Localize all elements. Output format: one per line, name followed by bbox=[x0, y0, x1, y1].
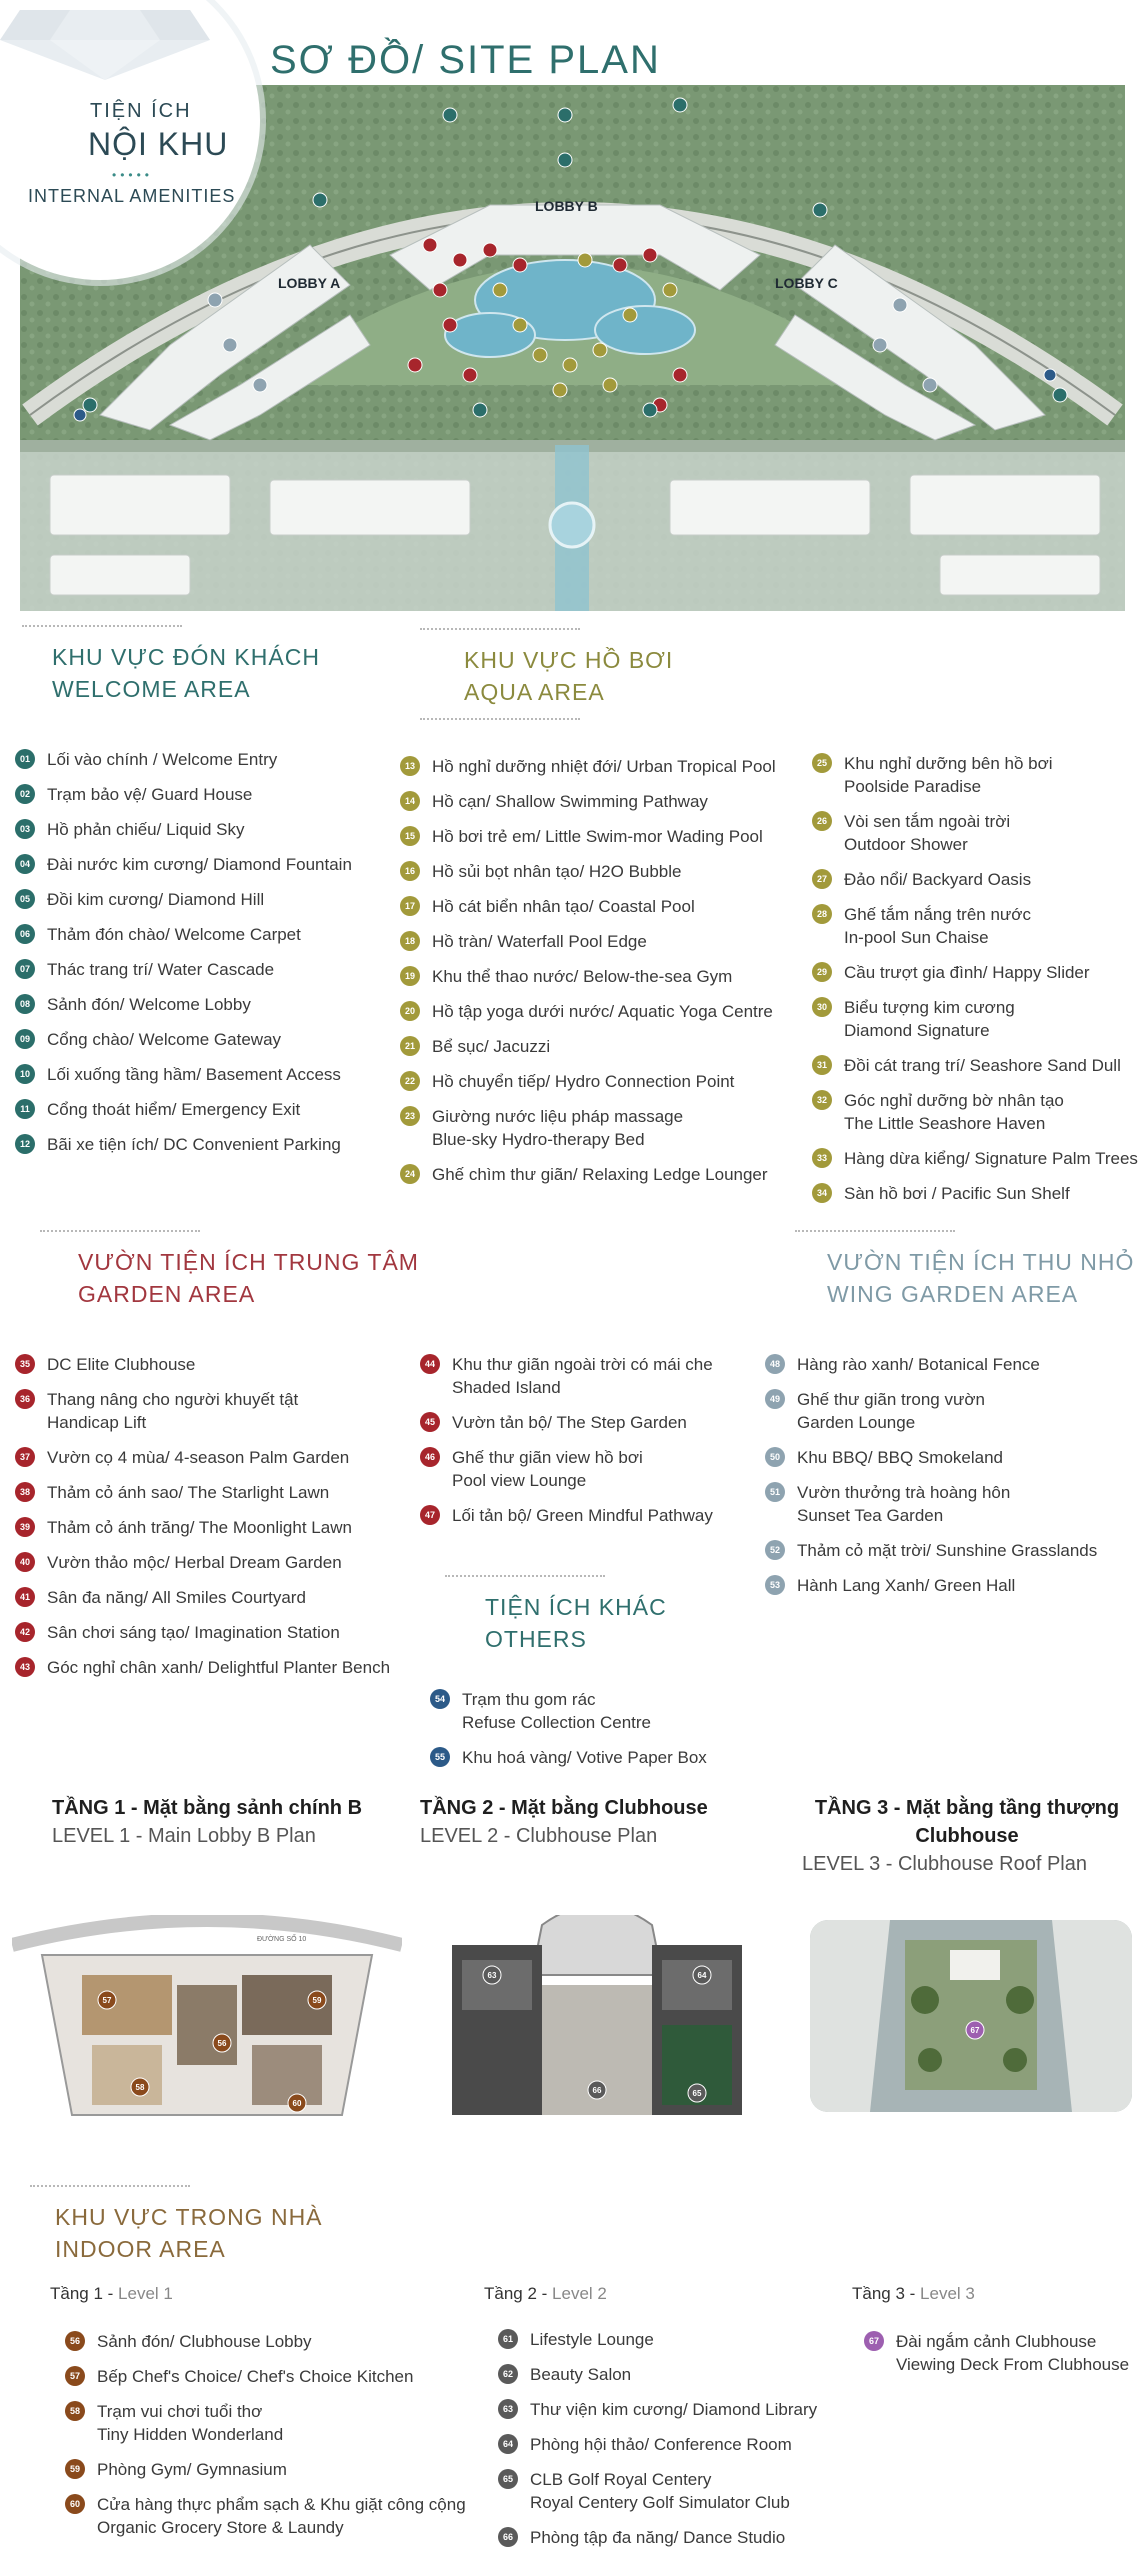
item-label: Hồ chuyển tiếp/ Hydro Connection Point bbox=[432, 1072, 735, 1091]
item-number: 58 bbox=[65, 2401, 85, 2421]
item-number: 20 bbox=[400, 1001, 420, 1021]
item-label: Ghế thư giãn trong vườn Garden Lounge bbox=[797, 1390, 985, 1432]
indoor-section-heading bbox=[30, 2185, 323, 2265]
list-item bbox=[400, 1070, 810, 1093]
badge-line-3: INTERNAL AMENITIES bbox=[28, 186, 236, 206]
item-label: Beauty Salon bbox=[530, 2365, 632, 2384]
list-item bbox=[65, 2400, 485, 2446]
others-title-vi: TIỆN ÍCH KHÁC bbox=[485, 1594, 667, 1620]
plan-heading-bold: TẦNG 3 - Mặt bằng tầng thượng bbox=[814, 1797, 1120, 1819]
item-number: 48 bbox=[765, 1354, 785, 1374]
list-item bbox=[15, 1481, 415, 1504]
item-label: Hành Lang Xanh/ Green Hall bbox=[797, 1576, 1016, 1595]
item-label: Ghế chìm thư giãn/ Relaxing Ledge Lounger bbox=[432, 1165, 768, 1184]
list-item bbox=[15, 1621, 415, 1644]
list-item bbox=[430, 1746, 780, 1769]
item-number: 27 bbox=[812, 869, 832, 889]
item-number: 07 bbox=[15, 959, 35, 979]
item-label: Thư viện kim cương/ Diamond Library bbox=[530, 2400, 818, 2419]
list-item bbox=[420, 1504, 770, 1527]
item-label: Hàng rào xanh/ Botanical Fence bbox=[797, 1355, 1040, 1374]
item-number: 24 bbox=[400, 1164, 420, 1184]
item-label: Thảm cỏ mặt trời/ Sunshine Grasslands bbox=[797, 1541, 1098, 1560]
plan-marker: 56 bbox=[217, 2039, 227, 2048]
item-number: 49 bbox=[765, 1389, 785, 1409]
item-number: 01 bbox=[15, 749, 35, 769]
item-number: 34 bbox=[812, 1183, 832, 1203]
list-item bbox=[15, 748, 395, 771]
list-item bbox=[498, 2328, 838, 2351]
item-number: 45 bbox=[420, 1412, 440, 1432]
list-item bbox=[15, 1586, 415, 1609]
badge-dots: ••••• bbox=[112, 168, 154, 182]
item-number: 08 bbox=[15, 994, 35, 1014]
dotted-rule bbox=[30, 2185, 190, 2187]
item-label: Trạm bảo vệ/ Guard House bbox=[47, 785, 253, 804]
list-item bbox=[765, 1481, 1145, 1527]
item-number: 35 bbox=[15, 1354, 35, 1374]
item-label: Cầu trượt gia đình/ Happy Slider bbox=[844, 963, 1090, 982]
welcome-list bbox=[15, 748, 395, 1168]
dotted-rule bbox=[420, 628, 580, 630]
level-1-plan-drawing bbox=[12, 1915, 402, 2125]
list-item bbox=[400, 1000, 810, 1023]
item-number: 63 bbox=[498, 2399, 518, 2419]
item-label: Cổng chào/ Welcome Gateway bbox=[47, 1030, 282, 1049]
item-number: 13 bbox=[400, 756, 420, 776]
item-number: 56 bbox=[65, 2331, 85, 2351]
dotted-rule bbox=[795, 1230, 955, 1232]
item-label: Cổng thoát hiểm/ Emergency Exit bbox=[47, 1100, 301, 1119]
item-number: 55 bbox=[430, 1747, 450, 1767]
list-item bbox=[812, 1147, 1142, 1170]
item-label: Lối tản bộ/ Green Mindful Pathway bbox=[452, 1506, 713, 1525]
item-label: Lifestyle Lounge bbox=[530, 2330, 654, 2349]
garden-section-heading bbox=[40, 1230, 419, 1310]
item-number: 02 bbox=[15, 784, 35, 804]
list-item bbox=[15, 1516, 415, 1539]
list-item bbox=[765, 1353, 1145, 1376]
item-number: 61 bbox=[498, 2329, 518, 2349]
item-label: Sảnh đón/ Clubhouse Lobby bbox=[97, 2332, 312, 2351]
item-number: 62 bbox=[498, 2364, 518, 2384]
list-item bbox=[15, 923, 395, 946]
list-item bbox=[15, 1551, 415, 1574]
list-item bbox=[15, 958, 395, 981]
level-1-plan-image bbox=[12, 1915, 402, 2125]
item-number: 52 bbox=[765, 1540, 785, 1560]
wing-title-en: WING GARDEN AREA bbox=[827, 1281, 1079, 1307]
welcome-title-en: WELCOME AREA bbox=[52, 676, 251, 702]
item-label: Bãi xe tiện ích/ DC Convenient Parking bbox=[47, 1135, 341, 1154]
list-item bbox=[498, 2468, 838, 2514]
list-item bbox=[15, 1446, 415, 1469]
list-item bbox=[400, 1163, 810, 1186]
item-number: 04 bbox=[15, 854, 35, 874]
item-number: 65 bbox=[498, 2469, 518, 2489]
item-label: Cửa hàng thực phẩm sạch & Khu giặt công cộng Organic Grocery Store & Laundy bbox=[97, 2495, 466, 2537]
item-number: 12 bbox=[15, 1134, 35, 1154]
list-item bbox=[765, 1446, 1145, 1469]
dotted-rule bbox=[420, 718, 580, 720]
plan-marker: 59 bbox=[312, 1996, 322, 2005]
item-number: 05 bbox=[15, 889, 35, 909]
indoor-level-3-list bbox=[864, 2330, 1144, 2388]
plan-heading-level-1 bbox=[52, 1794, 362, 1850]
item-label: Sân đa năng/ All Smiles Courtyard bbox=[47, 1588, 306, 1607]
item-label: DC Elite Clubhouse bbox=[47, 1355, 196, 1374]
item-label: Khu nghỉ dưỡng bên hồ bơi Poolside Paradise bbox=[844, 754, 1053, 796]
plan-marker: 63 bbox=[487, 1971, 497, 1980]
list-item bbox=[812, 961, 1142, 984]
item-label: Khu thể thao nước/ Below-the-sea Gym bbox=[432, 967, 733, 986]
others-title-en: OTHERS bbox=[485, 1626, 587, 1652]
item-number: 09 bbox=[15, 1029, 35, 1049]
list-item bbox=[812, 868, 1142, 891]
item-label: Hồ bơi trẻ em/ Little Swim-mor Wading Pool bbox=[432, 827, 763, 846]
map-label-lobby-a: LOBBY A bbox=[278, 275, 341, 291]
item-label: Phòng hội thảo/ Conference Room bbox=[530, 2435, 792, 2454]
item-label: Đồi kim cương/ Diamond Hill bbox=[47, 890, 265, 909]
item-label: Hàng dừa kiểng/ Signature Palm Trees bbox=[844, 1149, 1138, 1168]
item-label: Thảm cỏ ánh trăng/ The Moonlight Lawn bbox=[47, 1518, 352, 1537]
dotted-rule bbox=[22, 625, 182, 627]
item-label: Sàn hồ bơi / Pacific Sun Shelf bbox=[844, 1184, 1070, 1203]
aqua-title-vi: KHU VỰC HỒ BƠI bbox=[464, 647, 674, 673]
list-item bbox=[400, 790, 810, 813]
list-item bbox=[400, 930, 810, 953]
others-list bbox=[430, 1688, 780, 1781]
list-item bbox=[864, 2330, 1144, 2376]
plan-marker: 57 bbox=[102, 1996, 112, 2005]
item-label: Thảm đón chào/ Welcome Carpet bbox=[47, 925, 301, 944]
item-label: Thảm cỏ ánh sao/ The Starlight Lawn bbox=[47, 1483, 330, 1502]
item-label: Sân chơi sáng tạo/ Imagination Station bbox=[47, 1623, 340, 1642]
level-2-plan-image bbox=[432, 1915, 762, 2125]
plan-marker: 58 bbox=[135, 2083, 145, 2092]
list-item bbox=[420, 1353, 770, 1399]
item-label: Bể sục/ Jacuzzi bbox=[432, 1037, 551, 1056]
list-item bbox=[400, 825, 810, 848]
item-number: 43 bbox=[15, 1657, 35, 1677]
plan-marker: 67 bbox=[970, 2026, 980, 2035]
item-number: 42 bbox=[15, 1622, 35, 1642]
list-item bbox=[812, 903, 1142, 949]
item-number: 59 bbox=[65, 2459, 85, 2479]
list-item bbox=[15, 1353, 415, 1376]
item-number: 10 bbox=[15, 1064, 35, 1084]
item-number: 39 bbox=[15, 1517, 35, 1537]
item-number: 32 bbox=[812, 1090, 832, 1110]
item-label: Hồ cạn/ Shallow Swimming Pathway bbox=[432, 792, 708, 811]
list-item bbox=[420, 1411, 770, 1434]
welcome-title-vi: KHU VỰC ĐÓN KHÁCH bbox=[52, 644, 320, 670]
item-label: Trạm thu gom rác Refuse Collection Centre bbox=[462, 1690, 651, 1732]
item-number: 37 bbox=[15, 1447, 35, 1467]
item-label: Hồ sủi bọt nhân tạo/ H2O Bubble bbox=[432, 862, 682, 881]
list-item bbox=[65, 2365, 485, 2388]
indoor-title-en: INDOOR AREA bbox=[55, 2236, 226, 2262]
list-item bbox=[15, 1656, 415, 1679]
item-number: 44 bbox=[420, 1354, 440, 1374]
item-number: 03 bbox=[15, 819, 35, 839]
list-item bbox=[400, 965, 810, 988]
aqua-list-col1 bbox=[400, 755, 810, 1198]
item-label: Đảo nổi/ Backyard Oasis bbox=[844, 870, 1032, 889]
list-item bbox=[498, 2526, 838, 2549]
others-section-heading bbox=[445, 1575, 667, 1655]
list-item bbox=[765, 1539, 1145, 1562]
item-label: Khu hoá vàng/ Votive Paper Box bbox=[462, 1748, 707, 1767]
list-item bbox=[765, 1574, 1145, 1597]
list-item bbox=[812, 752, 1142, 798]
item-number: 67 bbox=[864, 2331, 884, 2351]
item-label: Đồi cát trang trí/ Seashore Sand Dull bbox=[844, 1056, 1121, 1075]
dotted-rule bbox=[445, 1575, 605, 1577]
item-label: Hồ phản chiếu/ Liquid Sky bbox=[47, 820, 245, 839]
item-number: 57 bbox=[65, 2366, 85, 2386]
list-item bbox=[498, 2398, 838, 2421]
plan-heading-level-3 bbox=[802, 1794, 1132, 1878]
item-label: Giường nước liệu pháp massage Blue-sky Hydro-therapy Bed bbox=[432, 1107, 684, 1149]
garden-list-col2 bbox=[420, 1353, 770, 1539]
item-number: 23 bbox=[400, 1106, 420, 1126]
item-label: Vòi sen tắm ngoài trời Outdoor Shower bbox=[844, 812, 1011, 854]
garden-title-en: GARDEN AREA bbox=[78, 1281, 256, 1307]
list-item bbox=[400, 895, 810, 918]
item-number: 33 bbox=[812, 1148, 832, 1168]
aqua-list-col2 bbox=[812, 752, 1142, 1217]
aqua-section-heading bbox=[420, 628, 673, 720]
indoor-level-1-list bbox=[65, 2330, 485, 2551]
indoor-level-1-heading: Tầng 1 - Level 1 bbox=[50, 2284, 173, 2303]
item-number: 15 bbox=[400, 826, 420, 846]
garden-list-col1 bbox=[15, 1353, 415, 1691]
plan-heading-regular: LEVEL 3 - Clubhouse Roof Plan bbox=[802, 1853, 1087, 1875]
list-item bbox=[65, 2493, 485, 2539]
item-number: 17 bbox=[400, 896, 420, 916]
list-item bbox=[400, 860, 810, 883]
list-item bbox=[498, 2363, 838, 2386]
item-number: 25 bbox=[812, 753, 832, 773]
item-number: 31 bbox=[812, 1055, 832, 1075]
item-label: Góc nghỉ chân xanh/ Delightful Planter Bench bbox=[47, 1658, 391, 1677]
list-item bbox=[65, 2458, 485, 2481]
welcome-section-heading bbox=[22, 625, 320, 705]
item-label: Thác trang trí/ Water Cascade bbox=[47, 960, 275, 979]
list-item bbox=[15, 1063, 395, 1086]
item-label: Lối vào chính / Welcome Entry bbox=[47, 750, 278, 769]
dotted-rule bbox=[40, 1230, 200, 1232]
item-number: 53 bbox=[765, 1575, 785, 1595]
plan-heading-bold: TẦNG 2 - Mặt bằng Clubhouse bbox=[420, 1797, 708, 1819]
item-label: Khu BBQ/ BBQ Smokeland bbox=[797, 1448, 1003, 1467]
item-number: 38 bbox=[15, 1482, 35, 1502]
list-item bbox=[15, 1098, 395, 1121]
item-label: Góc nghỉ dưỡng bờ nhân tạo The Little Seashore Haven bbox=[844, 1091, 1064, 1133]
item-number: 28 bbox=[812, 904, 832, 924]
list-item bbox=[15, 993, 395, 1016]
indoor-title-vi: KHU VỰC TRONG NHÀ bbox=[55, 2204, 323, 2230]
level-3-plan-drawing bbox=[810, 1920, 1132, 2112]
item-number: 18 bbox=[400, 931, 420, 951]
item-label: Thang nâng cho người khuyết tật Handicap Lift bbox=[47, 1390, 299, 1432]
plan-street-label: ĐƯỜNG SỐ 10 bbox=[257, 1936, 307, 1943]
item-label: Trạm vui chơi tuổi thơ Tiny Hidden Wonderland bbox=[97, 2402, 284, 2444]
list-item bbox=[812, 1182, 1142, 1205]
list-item bbox=[812, 1089, 1142, 1135]
plan-heading-bold: Clubhouse bbox=[915, 1825, 1019, 1847]
item-number: 14 bbox=[400, 791, 420, 811]
item-label: Hồ cát biển nhân tạo/ Coastal Pool bbox=[432, 897, 695, 916]
level-3-plan-image bbox=[810, 1920, 1132, 2112]
list-item bbox=[400, 1035, 810, 1058]
plan-marker: 66 bbox=[592, 2086, 602, 2095]
item-number: 46 bbox=[420, 1447, 440, 1467]
list-item bbox=[15, 1388, 415, 1434]
item-number: 66 bbox=[498, 2527, 518, 2547]
item-number: 54 bbox=[430, 1689, 450, 1709]
plan-heading-regular: LEVEL 1 - Main Lobby B Plan bbox=[52, 1825, 316, 1847]
list-item bbox=[812, 1054, 1142, 1077]
item-label: Ghế tắm nắng trên nước In-pool Sun Chaise bbox=[844, 905, 1031, 947]
item-number: 36 bbox=[15, 1389, 35, 1409]
item-number: 50 bbox=[765, 1447, 785, 1467]
item-label: Khu thư giãn ngoài trời có mái che Shaded Island bbox=[452, 1355, 713, 1397]
item-label: Phòng Gym/ Gymnasium bbox=[97, 2460, 287, 2479]
indoor-level-2-heading: Tầng 2 - Level 2 bbox=[484, 2284, 607, 2303]
item-number: 26 bbox=[812, 811, 832, 831]
item-label: Phòng tập đa năng/ Dance Studio bbox=[530, 2528, 786, 2547]
list-item bbox=[400, 755, 810, 778]
list-item bbox=[812, 996, 1142, 1042]
item-number: 40 bbox=[15, 1552, 35, 1572]
list-item bbox=[420, 1446, 770, 1492]
page-title: SƠ ĐỒ/ SITE PLAN bbox=[270, 38, 661, 82]
list-item bbox=[430, 1688, 780, 1734]
item-label: Hồ tập yoga dưới nước/ Aquatic Yoga Centre bbox=[432, 1002, 773, 1021]
item-label: Vườn tản bộ/ The Step Garden bbox=[452, 1413, 687, 1432]
plan-heading-bold: TẦNG 1 - Mặt bằng sảnh chính B bbox=[52, 1797, 363, 1819]
diamond-icon bbox=[0, 0, 210, 80]
item-number: 21 bbox=[400, 1036, 420, 1056]
aqua-title-en: AQUA AREA bbox=[464, 679, 605, 705]
map-label-lobby-c: LOBBY C bbox=[775, 275, 838, 291]
list-item bbox=[15, 818, 395, 841]
item-number: 41 bbox=[15, 1587, 35, 1607]
item-label: Ghế thư giãn view hồ bơi Pool view Lounge bbox=[452, 1448, 643, 1490]
item-number: 60 bbox=[65, 2494, 85, 2514]
plan-marker: 65 bbox=[692, 2089, 702, 2098]
list-item bbox=[65, 2330, 485, 2353]
wing-title-vi: VƯỜN TIỆN ÍCH THU NHỎ bbox=[827, 1249, 1135, 1275]
badge-line-1: TIỆN ÍCH bbox=[90, 100, 192, 122]
plan-marker: 60 bbox=[292, 2099, 302, 2108]
item-number: 47 bbox=[420, 1505, 440, 1525]
list-item bbox=[765, 1388, 1145, 1434]
list-item bbox=[812, 810, 1142, 856]
list-item bbox=[15, 1133, 395, 1156]
list-item bbox=[15, 853, 395, 876]
item-label: Vườn thảo mộc/ Herbal Dream Garden bbox=[47, 1553, 342, 1572]
list-item bbox=[498, 2433, 838, 2456]
item-number: 19 bbox=[400, 966, 420, 986]
item-label: Đài ngắm cảnh Clubhouse Viewing Deck From Clubhouse bbox=[896, 2332, 1130, 2374]
item-number: 30 bbox=[812, 997, 832, 1017]
list-item bbox=[15, 888, 395, 911]
item-label: Bếp Chef's Choice/ Chef's Choice Kitchen bbox=[97, 2367, 414, 2386]
item-number: 16 bbox=[400, 861, 420, 881]
plan-heading-regular: LEVEL 2 - Clubhouse Plan bbox=[420, 1825, 658, 1847]
map-label-lobby-b: LOBBY B bbox=[535, 198, 598, 214]
indoor-level-3-heading: Tầng 3 - Level 3 bbox=[852, 2284, 975, 2303]
wing-section-heading bbox=[795, 1230, 1134, 1310]
item-label: Hồ tràn/ Waterfall Pool Edge bbox=[432, 932, 647, 951]
item-number: 64 bbox=[498, 2434, 518, 2454]
item-number: 51 bbox=[765, 1482, 785, 1502]
item-label: Sảnh đón/ Welcome Lobby bbox=[47, 995, 251, 1014]
level-2-plan-drawing bbox=[432, 1915, 762, 2125]
wing-list bbox=[765, 1353, 1145, 1609]
item-label: Vườn cọ 4 mùa/ 4-season Palm Garden bbox=[47, 1448, 350, 1467]
list-item bbox=[15, 1028, 395, 1051]
badge-line-2: NỘI KHU bbox=[88, 126, 229, 162]
indoor-level-2-list bbox=[498, 2328, 838, 2560]
plan-heading-level-2 bbox=[420, 1794, 708, 1850]
item-number: 22 bbox=[400, 1071, 420, 1091]
item-label: Hồ nghỉ dưỡng nhiệt đới/ Urban Tropical Pool bbox=[432, 757, 776, 776]
item-number: 29 bbox=[812, 962, 832, 982]
item-label: Lối xuống tầng hầm/ Basement Access bbox=[47, 1065, 341, 1084]
item-label: CLB Golf Royal Centery Royal Centery Golf Simulator Club bbox=[530, 2470, 790, 2512]
item-label: Biểu tượng kim cương Diamond Signature bbox=[844, 998, 1015, 1040]
item-number: 06 bbox=[15, 924, 35, 944]
list-item bbox=[400, 1105, 810, 1151]
item-label: Đài nước kim cương/ Diamond Fountain bbox=[47, 855, 352, 874]
garden-title-vi: VƯỜN TIỆN ÍCH TRUNG TÂM bbox=[78, 1249, 419, 1275]
item-label: Vườn thưởng trà hoàng hôn Sunset Tea Garden bbox=[797, 1483, 1011, 1525]
item-number: 11 bbox=[15, 1099, 35, 1119]
plan-marker: 64 bbox=[697, 1971, 707, 1980]
list-item bbox=[15, 783, 395, 806]
